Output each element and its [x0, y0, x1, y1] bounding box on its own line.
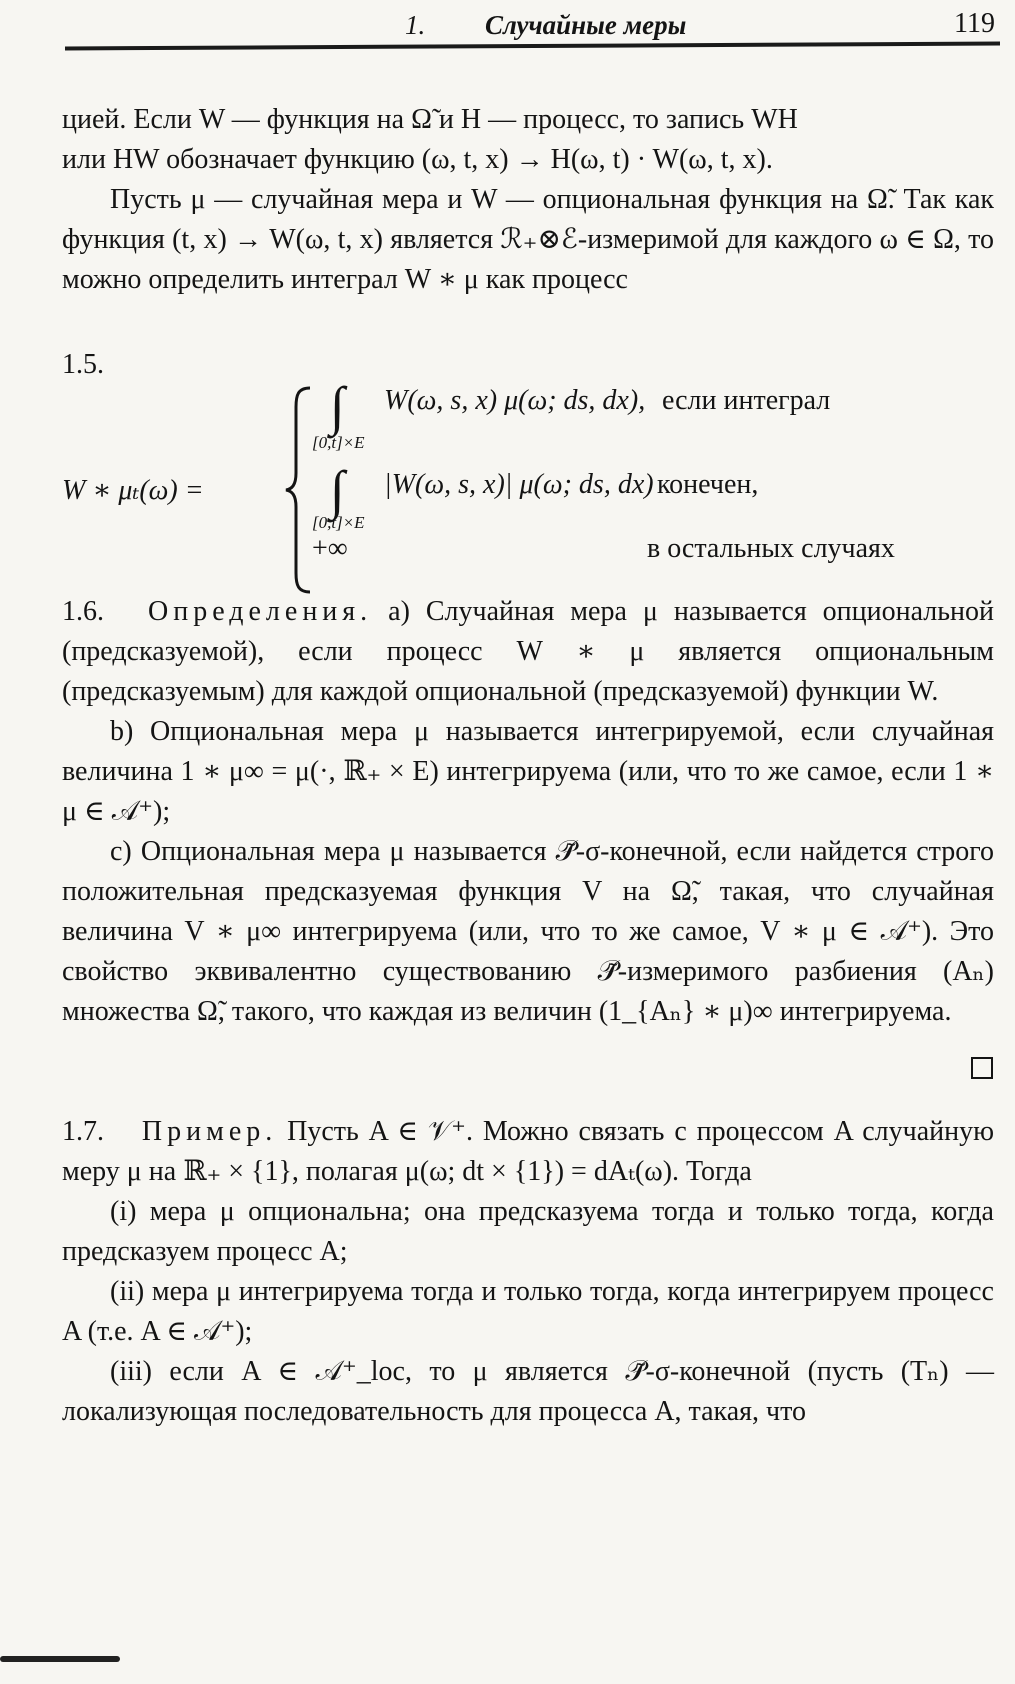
formula-1-5 [62, 376, 1002, 595]
definition-1-6 [62, 592, 994, 1032]
left-brace [284, 385, 314, 595]
row2-expression: |W(ω, s, x)| μ(ω; ds, dx) [384, 469, 654, 500]
def-label: Определения. [147, 596, 373, 627]
qed-box-icon [971, 1057, 993, 1079]
chapter-title: Случайные меры [485, 10, 687, 40]
ex-number: 1.7. [62, 1116, 104, 1147]
scan-smudge [0, 1656, 120, 1662]
formula-lhs: W ∗ μₜ(ω) = [62, 475, 204, 506]
para2: Пусть μ — случайная мера и W — опциональная функция на Ω̃. Так как функция (t, x) → W(ω, t, x) является ℛ₊⊗ℰ-измеримой для каждого ω ∈ Ω, то можно определить интеграл W ∗ μ как процесс [62, 184, 994, 295]
integral-sign-2: ∫ [330, 460, 345, 520]
def-item-b: b) Опциональная мера μ называется интегрируемой, если случайная величина 1 ∗ μ∞ = μ(·, ℝ₊ × E) интегрируема (или, что то же самое, если 1 ∗ μ ∈ 𝒜⁺); [62, 716, 994, 827]
ex-item-i: (i) мера μ опциональна; она предсказуема тогда и только тогда, когда предсказуем процесс A; [62, 1196, 994, 1267]
ex-item-ii: (ii) мера μ интегрируема тогда и только тогда, когда интегрируем процесс A (т.е. A ∈ 𝒜⁺); [62, 1276, 994, 1347]
running-header [60, 6, 995, 46]
row2-domain: [0,t]×E [312, 513, 365, 532]
def-item-a: а) Случайная мера μ называется опциональной (предсказуемой), если процесс W ∗ μ является опциональным (предсказуемым) для каждой опциональной (предсказуемой) функции W. [62, 596, 995, 707]
integral-sign-1: ∫ [330, 376, 345, 436]
row2-condition: конечен, [657, 469, 759, 500]
def-number: 1.6. [62, 596, 104, 627]
page-number: 119 [954, 8, 995, 39]
row1-domain: [0,t]×E [312, 433, 365, 452]
ex-intro: Пусть A ∈ 𝒱⁺. Можно связать с процессом A случайную меру μ на ℝ₊ × {1}, полагая μ(ω; dt × {1}) = dAₜ(ω). Тогда [62, 1116, 995, 1187]
row3-expression: +∞ [312, 533, 348, 564]
para1-line2: или HW обозначает функцию (ω, t, x) → H(ω, t) · W(ω, t, x). [62, 144, 773, 175]
row1-expression: W(ω, s, x) μ(ω; ds, dx), [384, 385, 646, 416]
formula-number: 1.5. [62, 349, 104, 380]
formula-number-block [62, 345, 994, 385]
row3-condition: в остальных случаях [647, 533, 895, 564]
row1-condition: если интеграл [662, 385, 831, 416]
def-item-c: с) Опциональная мера μ называется 𝒫̃-σ-конечной, если найдется строго положительная предсказуемая функция V на Ω̃, такая, что случайная величина V ∗ μ∞ интегрируема (или, что то же самое, V ∗ μ ∈ 𝒜⁺). Это свойство эквивалентно существованию 𝒫̃-измеримого разбиения (Aₙ) множества Ω̃, такого, что каждая из величин (1_{Aₙ} ∗ μ)∞ интегрируема. [62, 836, 994, 1027]
example-1-7 [62, 1112, 994, 1432]
para1-line1: цией. Если W — функция на Ω̃ и H — процесс, то запись WH [62, 104, 798, 135]
ex-label: Пример. [141, 1116, 278, 1147]
chapter-number: 1. [405, 10, 426, 40]
ex-item-iii: (iii) если A ∈ 𝒜⁺_loc, то μ является 𝒫̃-σ-конечной (пусть (Tₙ) — локализующая последовательность для процесса A, такая, что [62, 1356, 994, 1427]
intro-text [62, 100, 994, 300]
